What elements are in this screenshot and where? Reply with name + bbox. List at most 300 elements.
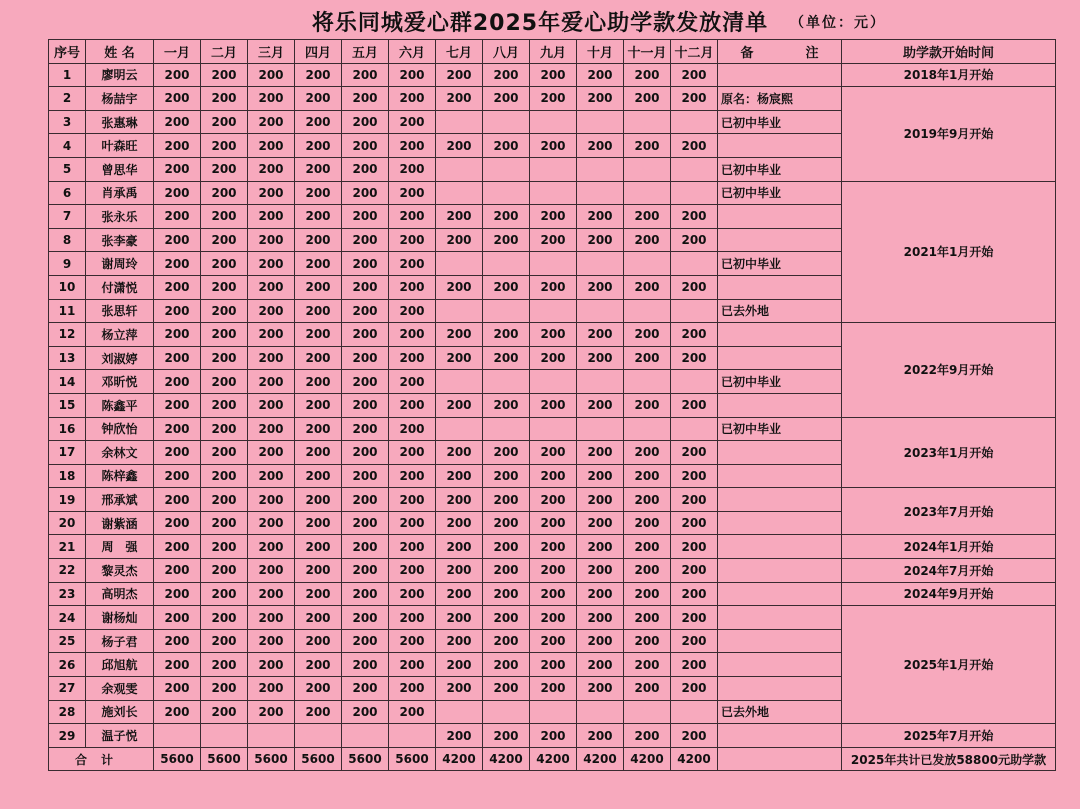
header-month: 六月 [389, 40, 436, 64]
row-start-time: 2018年1月开始 [842, 63, 1056, 87]
row-month-amount: 200 [436, 323, 483, 347]
row-month-amount [624, 417, 671, 441]
row-month-amount: 200 [436, 582, 483, 606]
header-seq: 序号 [49, 40, 86, 64]
row-note: 已初中毕业 [718, 370, 842, 394]
row-month-amount: 200 [342, 346, 389, 370]
row-month-amount: 200 [671, 629, 718, 653]
row-month-amount: 200 [389, 370, 436, 394]
row-month-amount [483, 299, 530, 323]
row-month-amount: 200 [342, 677, 389, 701]
row-start-time: 2019年9月开始 [842, 87, 1056, 181]
row-month-amount: 200 [248, 393, 295, 417]
row-month-amount: 200 [624, 677, 671, 701]
row-note: 已初中毕业 [718, 110, 842, 134]
row-month-amount [577, 181, 624, 205]
row-month-amount: 200 [342, 275, 389, 299]
row-note: 已去外地 [718, 299, 842, 323]
row-month-amount: 200 [295, 323, 342, 347]
row-month-amount: 200 [201, 511, 248, 535]
row-month-amount [436, 181, 483, 205]
row-month-amount: 200 [154, 110, 201, 134]
row-month-amount: 200 [436, 606, 483, 630]
row-month-amount: 200 [295, 653, 342, 677]
row-month-amount: 200 [483, 393, 530, 417]
row-month-amount: 200 [154, 700, 201, 724]
row-month-amount: 200 [201, 323, 248, 347]
total-month-amount: 4200 [671, 747, 718, 771]
row-month-amount: 200 [671, 393, 718, 417]
row-month-amount: 200 [389, 511, 436, 535]
row-seq: 7 [49, 205, 86, 229]
row-name: 张永乐 [86, 205, 154, 229]
row-month-amount [436, 370, 483, 394]
row-month-amount: 200 [624, 323, 671, 347]
row-month-amount: 200 [154, 252, 201, 276]
row-month-amount: 200 [530, 629, 577, 653]
row-month-amount: 200 [624, 346, 671, 370]
row-start-time: 2023年7月开始 [842, 488, 1056, 535]
row-month-amount: 200 [483, 488, 530, 512]
row-seq: 14 [49, 370, 86, 394]
row-month-amount: 200 [201, 700, 248, 724]
row-month-amount: 200 [577, 535, 624, 559]
row-month-amount: 200 [624, 559, 671, 583]
row-month-amount: 200 [295, 370, 342, 394]
row-seq: 17 [49, 441, 86, 465]
row-month-amount: 200 [154, 181, 201, 205]
table-row [49, 323, 1056, 347]
row-month-amount: 200 [624, 464, 671, 488]
row-month-amount: 200 [530, 559, 577, 583]
row-month-amount: 200 [624, 228, 671, 252]
row-month-amount: 200 [483, 441, 530, 465]
total-month-amount: 5600 [342, 747, 389, 771]
row-month-amount [577, 110, 624, 134]
row-month-amount: 200 [624, 87, 671, 111]
row-name: 余观雯 [86, 677, 154, 701]
header-month: 五月 [342, 40, 389, 64]
row-month-amount: 200 [530, 724, 577, 748]
row-month-amount: 200 [248, 700, 295, 724]
row-month-amount: 200 [201, 252, 248, 276]
row-month-amount: 200 [248, 370, 295, 394]
row-note [718, 511, 842, 535]
row-name: 付潇悦 [86, 275, 154, 299]
row-seq: 22 [49, 559, 86, 583]
table-body [49, 63, 1056, 771]
row-name: 叶森旺 [86, 134, 154, 158]
row-month-amount: 200 [483, 629, 530, 653]
row-seq: 3 [49, 110, 86, 134]
row-seq: 25 [49, 629, 86, 653]
row-note [718, 205, 842, 229]
row-month-amount: 200 [154, 299, 201, 323]
total-note [718, 747, 842, 771]
row-month-amount: 200 [154, 582, 201, 606]
header-month: 八月 [483, 40, 530, 64]
row-month-amount: 200 [342, 228, 389, 252]
row-month-amount: 200 [295, 417, 342, 441]
row-month-amount: 200 [342, 535, 389, 559]
row-month-amount: 200 [342, 323, 389, 347]
row-month-amount: 200 [671, 535, 718, 559]
row-month-amount: 200 [154, 323, 201, 347]
row-seq: 23 [49, 582, 86, 606]
row-month-amount: 200 [577, 134, 624, 158]
row-month-amount: 200 [389, 535, 436, 559]
row-month-amount: 200 [248, 653, 295, 677]
row-start-time: 2021年1月开始 [842, 181, 1056, 323]
row-month-amount: 200 [248, 110, 295, 134]
row-seq: 27 [49, 677, 86, 701]
row-seq: 20 [49, 511, 86, 535]
row-note [718, 582, 842, 606]
row-name: 邱旭航 [86, 653, 154, 677]
row-month-amount: 200 [154, 629, 201, 653]
row-month-amount: 200 [295, 63, 342, 87]
header-month: 九月 [530, 40, 577, 64]
row-start-time: 2024年1月开始 [842, 535, 1056, 559]
row-month-amount: 200 [248, 299, 295, 323]
row-month-amount: 200 [671, 346, 718, 370]
row-month-amount: 200 [483, 606, 530, 630]
row-start-time: 2025年7月开始 [842, 724, 1056, 748]
row-month-amount: 200 [483, 87, 530, 111]
row-name: 张思轩 [86, 299, 154, 323]
row-month-amount: 200 [671, 582, 718, 606]
row-month-amount: 200 [342, 87, 389, 111]
row-month-amount: 200 [295, 299, 342, 323]
row-note [718, 653, 842, 677]
header-note: 备 注 [718, 40, 842, 64]
row-name: 高明杰 [86, 582, 154, 606]
header-month: 二月 [201, 40, 248, 64]
row-month-amount: 200 [389, 417, 436, 441]
row-month-amount [483, 700, 530, 724]
row-month-amount: 200 [342, 63, 389, 87]
page-title: 将乐同城爱心群2025年爱心助学款发放清单 [311, 11, 769, 36]
row-month-amount: 200 [248, 87, 295, 111]
row-month-amount: 200 [389, 157, 436, 181]
row-month-amount: 200 [483, 724, 530, 748]
row-note: 已初中毕业 [718, 252, 842, 276]
row-name: 谢周玲 [86, 252, 154, 276]
row-month-amount: 200 [342, 205, 389, 229]
row-month-amount: 200 [577, 228, 624, 252]
row-month-amount: 200 [154, 275, 201, 299]
row-month-amount: 200 [389, 299, 436, 323]
row-month-amount: 200 [530, 464, 577, 488]
row-month-amount [671, 370, 718, 394]
row-seq: 8 [49, 228, 86, 252]
row-month-amount: 200 [530, 346, 577, 370]
total-month-amount: 4200 [483, 747, 530, 771]
row-month-amount: 200 [671, 228, 718, 252]
row-month-amount: 200 [295, 677, 342, 701]
row-note: 已初中毕业 [718, 181, 842, 205]
row-name: 张李豪 [86, 228, 154, 252]
row-month-amount [530, 417, 577, 441]
row-month-amount: 200 [436, 205, 483, 229]
row-seq: 21 [49, 535, 86, 559]
row-month-amount [436, 700, 483, 724]
row-month-amount: 200 [624, 606, 671, 630]
row-start-time: 2024年7月开始 [842, 559, 1056, 583]
row-month-amount [483, 157, 530, 181]
row-seq: 29 [49, 724, 86, 748]
row-month-amount: 200 [389, 110, 436, 134]
row-month-amount: 200 [624, 441, 671, 465]
row-month-amount: 200 [154, 606, 201, 630]
row-month-amount [530, 181, 577, 205]
row-note: 原名：杨宸熙 [718, 87, 842, 111]
row-month-amount: 200 [389, 63, 436, 87]
row-month-amount: 200 [248, 511, 295, 535]
row-name: 周 强 [86, 535, 154, 559]
row-month-amount: 200 [295, 511, 342, 535]
row-month-amount [624, 700, 671, 724]
row-month-amount: 200 [295, 606, 342, 630]
row-month-amount: 200 [671, 87, 718, 111]
row-month-amount [295, 724, 342, 748]
row-name: 张惠琳 [86, 110, 154, 134]
table-row [49, 535, 1056, 559]
total-month-amount: 4200 [436, 747, 483, 771]
row-month-amount: 200 [248, 417, 295, 441]
row-month-amount: 200 [201, 441, 248, 465]
row-month-amount [577, 700, 624, 724]
row-month-amount: 200 [624, 488, 671, 512]
row-month-amount: 200 [389, 393, 436, 417]
row-month-amount: 200 [201, 464, 248, 488]
row-month-amount: 200 [530, 205, 577, 229]
row-month-amount [671, 157, 718, 181]
row-month-amount: 200 [483, 346, 530, 370]
row-month-amount: 200 [483, 535, 530, 559]
row-month-amount: 200 [295, 700, 342, 724]
row-note [718, 535, 842, 559]
row-month-amount: 200 [436, 535, 483, 559]
row-month-amount: 200 [342, 134, 389, 158]
header-month: 四月 [295, 40, 342, 64]
row-month-amount: 200 [342, 629, 389, 653]
row-month-amount: 200 [389, 441, 436, 465]
row-month-amount [154, 724, 201, 748]
row-month-amount: 200 [248, 582, 295, 606]
total-label: 合计 [49, 747, 154, 771]
row-month-amount: 200 [577, 205, 624, 229]
row-month-amount: 200 [154, 559, 201, 583]
row-month-amount: 200 [671, 275, 718, 299]
row-month-amount: 200 [436, 275, 483, 299]
row-month-amount: 200 [671, 323, 718, 347]
row-month-amount [671, 417, 718, 441]
row-month-amount: 200 [624, 535, 671, 559]
row-month-amount: 200 [436, 87, 483, 111]
row-note [718, 275, 842, 299]
row-month-amount: 200 [248, 677, 295, 701]
row-month-amount: 200 [342, 488, 389, 512]
row-month-amount [577, 417, 624, 441]
row-seq: 16 [49, 417, 86, 441]
row-month-amount: 200 [624, 629, 671, 653]
row-month-amount: 200 [671, 134, 718, 158]
row-month-amount [577, 157, 624, 181]
row-month-amount [248, 724, 295, 748]
row-month-amount [671, 252, 718, 276]
row-month-amount: 200 [201, 393, 248, 417]
row-month-amount: 200 [295, 535, 342, 559]
row-month-amount: 200 [201, 346, 248, 370]
row-month-amount [671, 700, 718, 724]
row-month-amount: 200 [671, 464, 718, 488]
row-month-amount: 200 [295, 275, 342, 299]
total-month-amount: 5600 [248, 747, 295, 771]
row-name: 肖承禹 [86, 181, 154, 205]
row-month-amount: 200 [624, 205, 671, 229]
row-month-amount: 200 [154, 393, 201, 417]
row-month-amount: 200 [436, 559, 483, 583]
row-name: 谢紫涵 [86, 511, 154, 535]
table-row [49, 63, 1056, 87]
row-month-amount: 200 [530, 653, 577, 677]
row-note [718, 346, 842, 370]
row-month-amount: 200 [577, 63, 624, 87]
row-month-amount: 200 [671, 677, 718, 701]
row-month-amount: 200 [201, 110, 248, 134]
row-month-amount [624, 157, 671, 181]
row-month-amount: 200 [295, 87, 342, 111]
row-seq: 6 [49, 181, 86, 205]
row-month-amount: 200 [342, 582, 389, 606]
header-month: 十一月 [624, 40, 671, 64]
row-month-amount: 200 [342, 417, 389, 441]
row-month-amount [624, 110, 671, 134]
row-month-amount: 200 [248, 134, 295, 158]
row-month-amount: 200 [295, 441, 342, 465]
row-month-amount: 200 [295, 181, 342, 205]
row-month-amount: 200 [201, 275, 248, 299]
row-month-amount: 200 [295, 134, 342, 158]
row-month-amount: 200 [154, 87, 201, 111]
row-name: 邢承斌 [86, 488, 154, 512]
row-month-amount: 200 [154, 63, 201, 87]
row-month-amount: 200 [154, 511, 201, 535]
row-month-amount: 200 [342, 441, 389, 465]
row-month-amount: 200 [154, 535, 201, 559]
row-note [718, 629, 842, 653]
row-month-amount: 200 [342, 252, 389, 276]
row-month-amount [342, 724, 389, 748]
row-month-amount: 200 [436, 629, 483, 653]
row-month-amount: 200 [295, 110, 342, 134]
row-month-amount: 200 [530, 87, 577, 111]
header-row [49, 40, 1056, 64]
row-note [718, 323, 842, 347]
row-note [718, 724, 842, 748]
unit-label: （单位：元） [790, 15, 886, 31]
row-month-amount: 200 [248, 441, 295, 465]
row-month-amount: 200 [201, 228, 248, 252]
row-month-amount: 200 [577, 275, 624, 299]
row-month-amount: 200 [295, 559, 342, 583]
row-month-amount: 200 [342, 299, 389, 323]
row-month-amount: 200 [671, 205, 718, 229]
total-month-amount: 4200 [624, 747, 671, 771]
row-month-amount: 200 [342, 370, 389, 394]
row-month-amount: 200 [483, 511, 530, 535]
row-month-amount: 200 [248, 63, 295, 87]
row-month-amount: 200 [389, 275, 436, 299]
row-month-amount: 200 [342, 700, 389, 724]
row-month-amount: 200 [483, 134, 530, 158]
row-month-amount [483, 252, 530, 276]
row-month-amount: 200 [389, 629, 436, 653]
row-month-amount: 200 [530, 441, 577, 465]
row-month-amount: 200 [671, 488, 718, 512]
row-month-amount: 200 [201, 488, 248, 512]
row-month-amount: 200 [577, 87, 624, 111]
row-month-amount: 200 [530, 677, 577, 701]
row-month-amount [530, 299, 577, 323]
row-month-amount: 200 [342, 157, 389, 181]
row-month-amount: 200 [295, 228, 342, 252]
row-month-amount: 200 [671, 653, 718, 677]
row-month-amount: 200 [671, 606, 718, 630]
row-name: 余林文 [86, 441, 154, 465]
row-start-time: 2022年9月开始 [842, 323, 1056, 417]
row-month-amount: 200 [201, 582, 248, 606]
row-month-amount: 200 [248, 629, 295, 653]
header-month: 七月 [436, 40, 483, 64]
row-month-amount: 200 [248, 205, 295, 229]
row-month-amount: 200 [389, 252, 436, 276]
row-note [718, 488, 842, 512]
row-month-amount [671, 181, 718, 205]
row-month-amount: 200 [201, 653, 248, 677]
row-note [718, 441, 842, 465]
row-month-amount: 200 [436, 653, 483, 677]
row-month-amount: 200 [201, 629, 248, 653]
row-seq: 24 [49, 606, 86, 630]
row-name: 钟欣怡 [86, 417, 154, 441]
row-month-amount: 200 [154, 441, 201, 465]
row-seq: 5 [49, 157, 86, 181]
row-month-amount [530, 252, 577, 276]
row-month-amount: 200 [530, 134, 577, 158]
row-month-amount: 200 [483, 323, 530, 347]
row-month-amount: 200 [154, 346, 201, 370]
row-month-amount [577, 370, 624, 394]
row-month-amount: 200 [389, 205, 436, 229]
row-name: 杨立萍 [86, 323, 154, 347]
row-month-amount: 200 [201, 205, 248, 229]
row-month-amount: 200 [577, 629, 624, 653]
row-month-amount: 200 [530, 63, 577, 87]
header-month: 十二月 [671, 40, 718, 64]
row-month-amount: 200 [436, 228, 483, 252]
row-month-amount: 200 [577, 653, 624, 677]
row-month-amount [671, 299, 718, 323]
row-month-amount: 200 [295, 157, 342, 181]
row-month-amount: 200 [530, 275, 577, 299]
row-seq: 1 [49, 63, 86, 87]
row-month-amount [483, 370, 530, 394]
row-month-amount: 200 [295, 629, 342, 653]
row-month-amount: 200 [577, 441, 624, 465]
row-month-amount: 200 [671, 63, 718, 87]
